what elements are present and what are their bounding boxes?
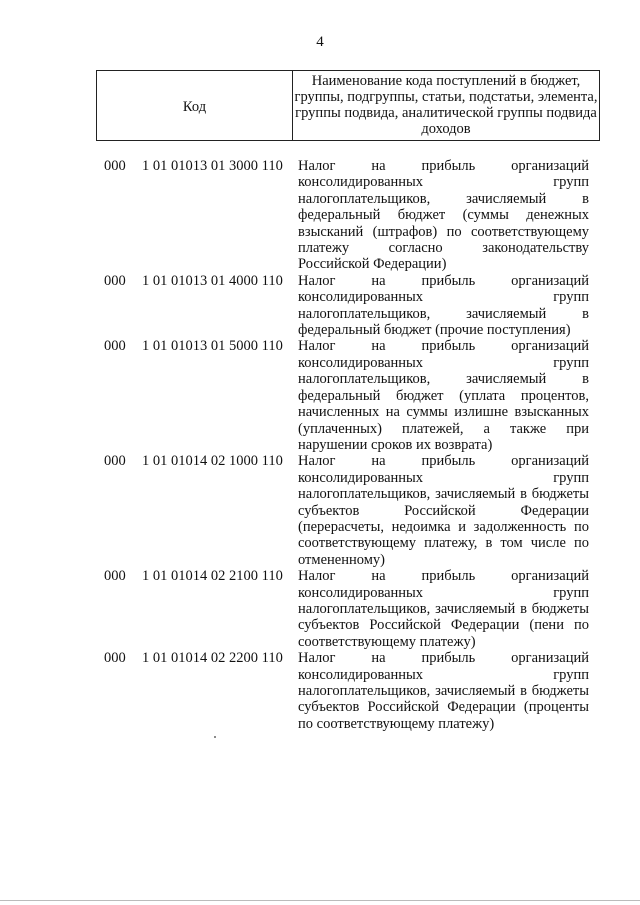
entry-row (0, 453, 640, 568)
entries-list (0, 158, 640, 732)
scan-edge-line (0, 900, 640, 901)
entry-group-code: 000 (104, 158, 126, 174)
entry-description: Налог на прибыль организаций консолидированных групп налогоплательщиков, зачисляемый в федеральный бюджет (суммы денежных взысканий (штрафов) по соответствующему платежу согласно законодательству Российской Федерации) (298, 158, 589, 273)
entry-row (0, 568, 640, 650)
entry-revenue-code: 1 01 01013 01 3000 110 (142, 158, 283, 174)
scan-speck (214, 736, 216, 738)
entry-description: Налог на прибыль организаций консолидированных групп налогоплательщиков, зачисляемый в федеральный бюджет (уплата процентов, начисленных на суммы излишне взысканных (уплаченных) платежей, а также при нарушении сроков их возврата) (298, 338, 589, 453)
table-header (96, 70, 600, 141)
entry-description: Налог на прибыль организаций консолидированных групп налогоплательщиков, зачисляемый в бюджеты субъектов Российской Федерации (пени по соответствующему платежу) (298, 568, 589, 650)
entry-group-code: 000 (104, 568, 126, 585)
entry-revenue-code: 1 01 01014 02 2100 110 (142, 568, 283, 585)
entry-description: Налог на прибыль организаций консолидированных групп налогоплательщиков, зачисляемый в бюджеты субъектов Российской Федерации (проценты по соответствующему платежу) (298, 650, 589, 732)
entry-row (0, 273, 640, 339)
header-code-cell: Код (97, 71, 293, 140)
entry-row (0, 158, 640, 273)
entry-row (0, 338, 640, 453)
entry-description: Налог на прибыль организаций консолидированных групп налогоплательщиков, зачисляемый в бюджеты субъектов Российской Федерации (перерасчеты, недоимка и задолженность по соответствующему платежу, в том числе по отмененному) (298, 453, 589, 568)
entry-description: Налог на прибыль организаций консолидированных групп налогоплательщиков, зачисляемый в федеральный бюджет (прочие поступления) (298, 272, 589, 339)
entry-row (0, 650, 640, 732)
page-number: 4 (316, 34, 324, 50)
entry-group-code: 000 (104, 272, 126, 289)
header-name-cell: Наименование кода поступлений в бюджет, группы, подгруппы, статьи, подстатьи, элемента, группы подвида, аналитической группы подвида доходов (294, 73, 598, 137)
entry-revenue-code: 1 01 01014 02 2200 110 (142, 650, 283, 667)
entry-revenue-code: 1 01 01013 01 4000 110 (142, 272, 283, 289)
entry-revenue-code: 1 01 01014 02 1000 110 (142, 453, 283, 470)
entry-group-code: 000 (104, 338, 126, 355)
entry-group-code: 000 (104, 453, 126, 470)
entry-group-code: 000 (104, 650, 126, 667)
entry-revenue-code: 1 01 01013 01 5000 110 (142, 338, 283, 355)
